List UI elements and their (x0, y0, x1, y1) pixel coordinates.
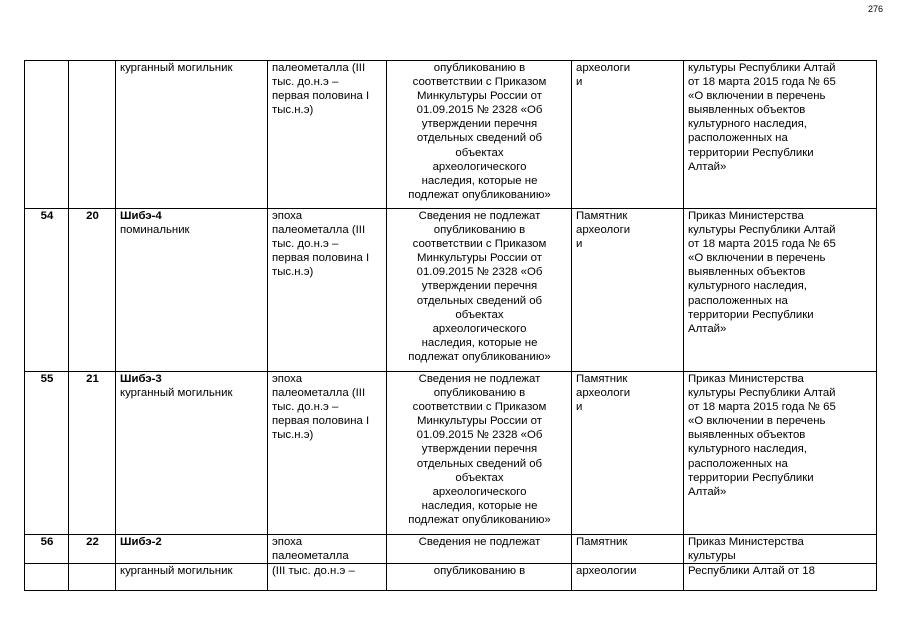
document-cell: Приказ Министерства культуры Республики Алтай от 18 марта 2015 года № 65 «О включении в перечень выявленных объектов культурного наследия, расположенных на территории Республики Алтай» (684, 209, 877, 372)
site-type: курганный могильник (120, 62, 233, 74)
site-title: Шибэ-2 (120, 536, 162, 548)
sub-number-cell (69, 564, 116, 591)
document-cell: Республики Алтай от 18 (684, 564, 877, 591)
row-number-cell (25, 564, 69, 591)
site-type: курганный могильник (120, 565, 233, 578)
info-cell: опубликованию в (387, 564, 572, 591)
row-number-cell: 56 (25, 535, 69, 564)
category-cell: археологии (572, 564, 684, 591)
table-row (25, 61, 877, 209)
site-name-cell (116, 564, 268, 591)
category-cell: Памятник (572, 535, 684, 564)
category-cell: археологи и (572, 61, 684, 209)
site-type: курганный могильник (120, 387, 233, 400)
site-type: поминальник (120, 224, 190, 237)
table-row (25, 535, 877, 564)
sub-number-cell: 20 (69, 209, 116, 372)
info-cell: Сведения не подлежат (387, 535, 572, 564)
category-cell: Памятник археологи и (572, 372, 684, 535)
site-name-cell (116, 209, 268, 372)
info-cell: Сведения не подлежат опубликованию в соответствии с Приказом Минкультуры России от 01.09.2015 № 2328 «Об утверждении перечня отдельных сведений об объектах археологического наследия, которые не подлежат опубликованию» (387, 209, 572, 372)
dating-cell: (III тыс. до.н.э – (268, 564, 387, 591)
document-cell: Приказ Министерства культуры (684, 535, 877, 564)
sub-number-cell: 21 (69, 372, 116, 535)
table-row (25, 372, 877, 535)
site-title: Шибэ-4 (120, 210, 162, 222)
site-title: Шибэ-3 (120, 373, 162, 385)
sub-number-cell: 22 (69, 535, 116, 564)
row-number-cell (25, 61, 69, 209)
row-number-cell: 55 (25, 372, 69, 535)
site-name-cell (116, 372, 268, 535)
info-cell: опубликованию в соответствии с Приказом Минкультуры России от 01.09.2015 № 2328 «Об утверждении перечня отдельных сведений об объектах археологического наследия, которые не подлежат опубликованию» (387, 61, 572, 209)
page-number: 276 (867, 4, 883, 14)
info-cell: Сведения не подлежат опубликованию в соответствии с Приказом Минкультуры России от 01.09.2015 № 2328 «Об утверждении перечня отдельных сведений об объектах археологического наследия, которые не подлежат опубликованию» (387, 372, 572, 535)
heritage-registry-table (24, 60, 877, 591)
category-cell: Памятник археологи и (572, 209, 684, 372)
sub-number-cell (69, 61, 116, 209)
dating-cell: эпоха палеометалла (268, 535, 387, 564)
dating-cell: палеометалла (III тыс. до.н.э – первая половина I тыс.н.э) (268, 61, 387, 209)
site-name-cell (116, 61, 268, 209)
site-name-cell (116, 535, 268, 564)
document-cell: Приказ Министерства культуры Республики Алтай от 18 марта 2015 года № 65 «О включении в перечень выявленных объектов культурного наследия, расположенных на территории Республики Алтай» (684, 372, 877, 535)
table-row (25, 564, 877, 591)
row-number-cell: 54 (25, 209, 69, 372)
dating-cell: эпоха палеометалла (III тыс. до.н.э – первая половина I тыс.н.э) (268, 209, 387, 372)
dating-cell: эпоха палеометалла (III тыс. до.н.э – первая половина I тыс.н.э) (268, 372, 387, 535)
document-cell: культуры Республики Алтай от 18 марта 2015 года № 65 «О включении в перечень выявленных объектов культурного наследия, расположенных на территории Республики Алтай» (684, 61, 877, 209)
table-row (25, 209, 877, 372)
